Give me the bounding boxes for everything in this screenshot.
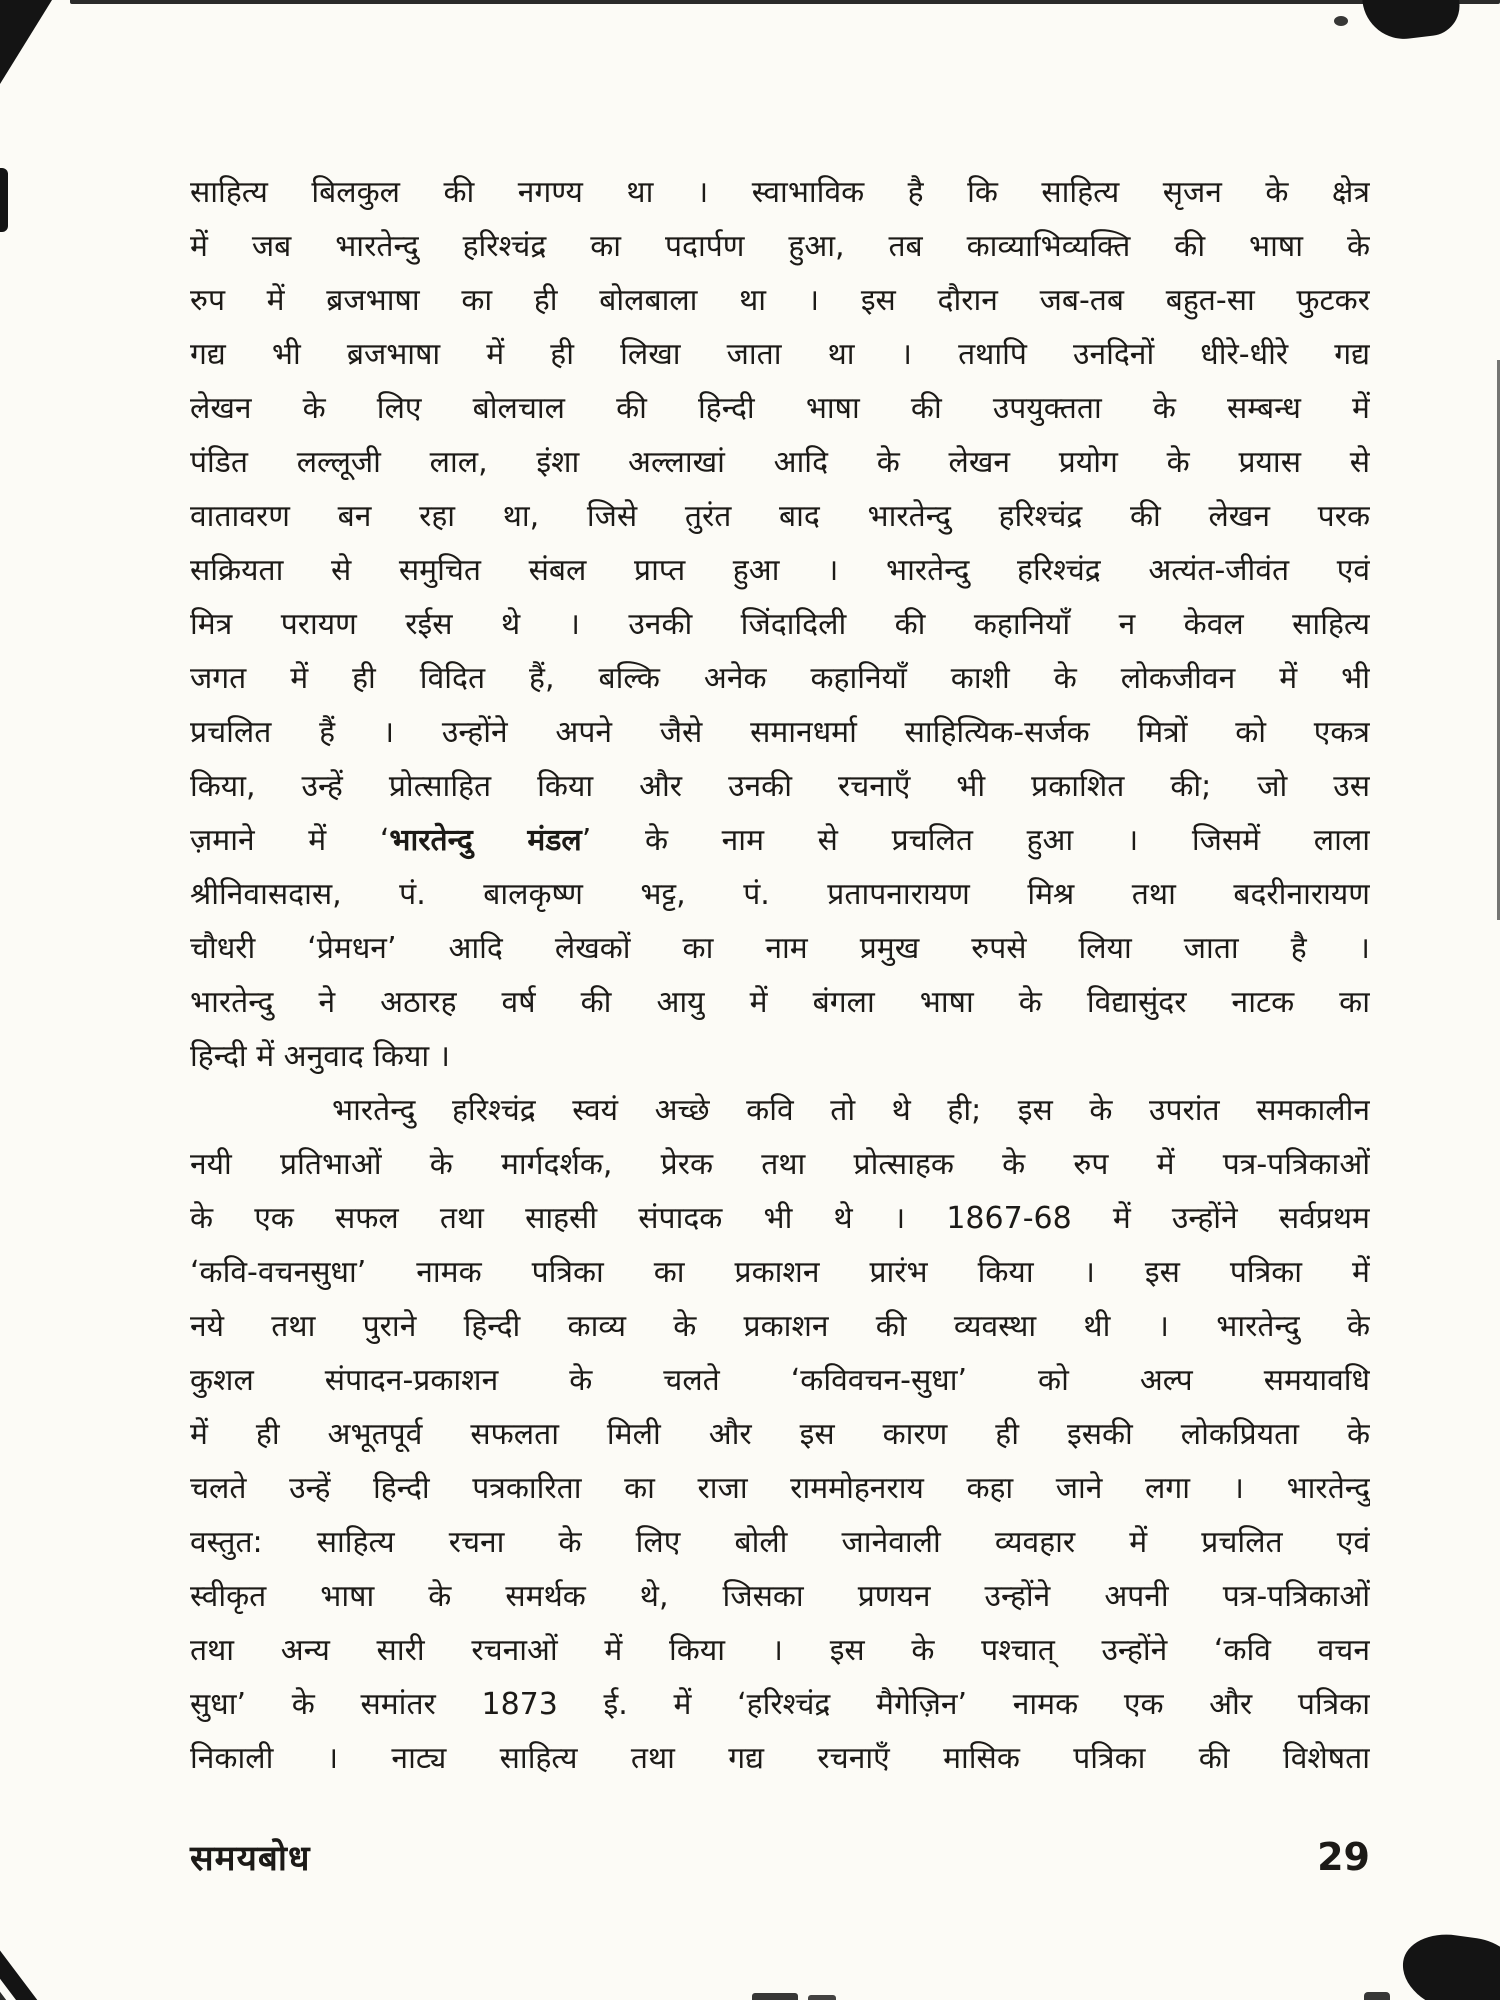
paragraph — [190, 166, 1370, 1084]
text-line: गद्य भी ब्रजभाषा में ही लिखा जाता था । तथापि उनदिनों धीरे-धीरे गद्य — [190, 337, 1370, 372]
scan-mark-top-right-speck — [1334, 16, 1348, 26]
scan-mark-bottom-right-dash — [1364, 1992, 1390, 2000]
scan-mark-bottom-right-corner — [1397, 1929, 1500, 2000]
text-line: सक्रियता से समुचित संबल प्राप्त हुआ । भारतेन्दु हरिश्चंद्र अत्यंत-जीवंत एवं — [190, 553, 1370, 588]
text-segment: ज़माने में ‘ — [190, 823, 390, 858]
paragraph — [190, 1084, 1370, 1786]
text-line: ‘कवि-वचनसुधा’ नामक पत्रिका का प्रकाशन प्रारंभ किया । इस पत्रिका में — [190, 1255, 1370, 1290]
scan-mark-top-right-blob — [1361, 0, 1463, 44]
text-line: सुधा’ के समांतर 1873 ई. में ‘हरिश्चंद्र मैगेज़िन’ नामक एक और पत्रिका — [190, 1687, 1370, 1722]
text-line: प्रचलित हैं । उन्होंने अपने जैसे समानधर्मा साहित्यिक-सर्जक मित्रों को एकत्र — [190, 715, 1370, 750]
text-line: लेखन के लिए बोलचाल की हिन्दी भाषा की उपयुक्तता के सम्बन्ध में — [190, 391, 1370, 426]
text-line: वातावरण बन रहा था, जिसे तुरंत बाद भारतेन्दु हरिश्चंद्र की लेखन परक — [190, 499, 1370, 534]
text-line: स्वीकृत भाषा के समर्थक थे, जिसका प्रणयन उन्होंने अपनी पत्र-पत्रिकाओं — [190, 1579, 1370, 1614]
text-line: साहित्य बिलकुल की नगण्य था । स्वाभाविक है कि साहित्य सृजन के क्षेत्र — [190, 175, 1370, 210]
text-line: नयी प्रतिभाओं के मार्गदर्शक, प्रेरक तथा प्रोत्साहक के रुप में पत्र-पत्रिकाओं — [190, 1147, 1370, 1182]
text-line: वस्तुत: साहित्य रचना के लिए बोली जानेवाली व्यवहार में प्रचलित एवं — [190, 1525, 1370, 1560]
text-line: हिन्दी में अनुवाद किया । — [190, 1039, 451, 1074]
page-footer — [190, 1834, 1370, 1881]
text-line: में जब भारतेन्दु हरिश्चंद्र का पदार्पण हुआ, तब काव्याभिव्यक्ति की भाषा के — [190, 229, 1370, 264]
text-line: जगत में ही विदित हैं, बल्कि अनेक कहानियाँ काशी के लोकजीवन में भी — [190, 661, 1370, 696]
scan-mark-bottom-edge-dash2 — [808, 1995, 836, 2000]
bold-phrase: भारतेन्दु मंडल — [389, 823, 582, 858]
text-line: के एक सफल तथा साहसी संपादक भी थे । 1867-68 में उन्होंने सर्वप्रथम — [190, 1201, 1370, 1236]
text-line: भारतेन्दु ने अठारह वर्ष की आयु में बंगला भाषा के विद्यासुंदर नाटक का — [190, 985, 1370, 1020]
text-line: निकाली । नाट्य साहित्य तथा गद्य रचनाएँ मासिक पत्रिका की विशेषता — [190, 1741, 1370, 1776]
text-line: चलते उन्हें हिन्दी पत्रकारिता का राजा राममोहनराय कहा जाने लगा । भारतेन्दु — [190, 1471, 1370, 1506]
text-line: किया, उन्हें प्रोत्साहित किया और उनकी रचनाएँ भी प्रकाशित की; जो उस — [190, 769, 1370, 804]
footer-book-title: समयबोध — [190, 1839, 311, 1879]
text-line: कुशल संपादन-प्रकाशन के चलते ‘कविवचन-सुधा’ को अल्प समयावधि — [190, 1363, 1370, 1398]
text-line: मित्र परायण रईस थे । उनकी जिंदादिली की कहानियाँ न केवल साहित्य — [190, 607, 1370, 642]
body-text — [190, 166, 1370, 1786]
scan-mark-left-edge — [0, 168, 8, 232]
scan-mark-bottom-edge-dash1 — [752, 1993, 798, 2000]
text-line: पंडित लल्लूजी लाल, इंशा अल्लाखां आदि के लेखन प्रयोग के प्रयास से — [190, 445, 1370, 480]
scan-mark-top-left-corner — [0, 0, 52, 84]
text-line: तथा अन्य सारी रचनाओं में किया । इस के पश्चात् उन्होंने ‘कवि वचन — [190, 1633, 1370, 1668]
text-line — [190, 814, 1370, 868]
scan-mark-top-edge — [70, 0, 1500, 4]
text-line: नये तथा पुराने हिन्दी काव्य के प्रकाशन की व्यवस्था थी । भारतेन्दु के — [190, 1309, 1370, 1344]
text-line: चौधरी ‘प्रेमधन’ आदि लेखकों का नाम प्रमुख रुपसे लिया जाता है । — [190, 931, 1370, 966]
text-line: रुप में ब्रजभाषा का ही बोलबाला था । इस दौरान जब-तब बहुत-सा फुटकर — [190, 283, 1370, 318]
text-line: श्रीनिवासदास, पं. बालकृष्ण भट्ट, पं. प्रतापनारायण मिश्र तथा बदरीनारायण — [190, 877, 1370, 912]
scan-mark-bottom-left-streak — [0, 1916, 65, 2000]
footer-page-number: 29 — [1317, 1835, 1370, 1879]
text-line: भारतेन्दु हरिश्चंद्र स्वयं अच्छे कवि तो थे ही; इस के उपरांत समकालीन — [332, 1093, 1370, 1128]
text-segment: ’ के नाम से प्रचलित हुआ । जिसमें लाला — [581, 823, 1370, 858]
text-line: में ही अभूतपूर्व सफलता मिली और इस कारण ही इसकी लोकप्रियता के — [190, 1417, 1370, 1452]
